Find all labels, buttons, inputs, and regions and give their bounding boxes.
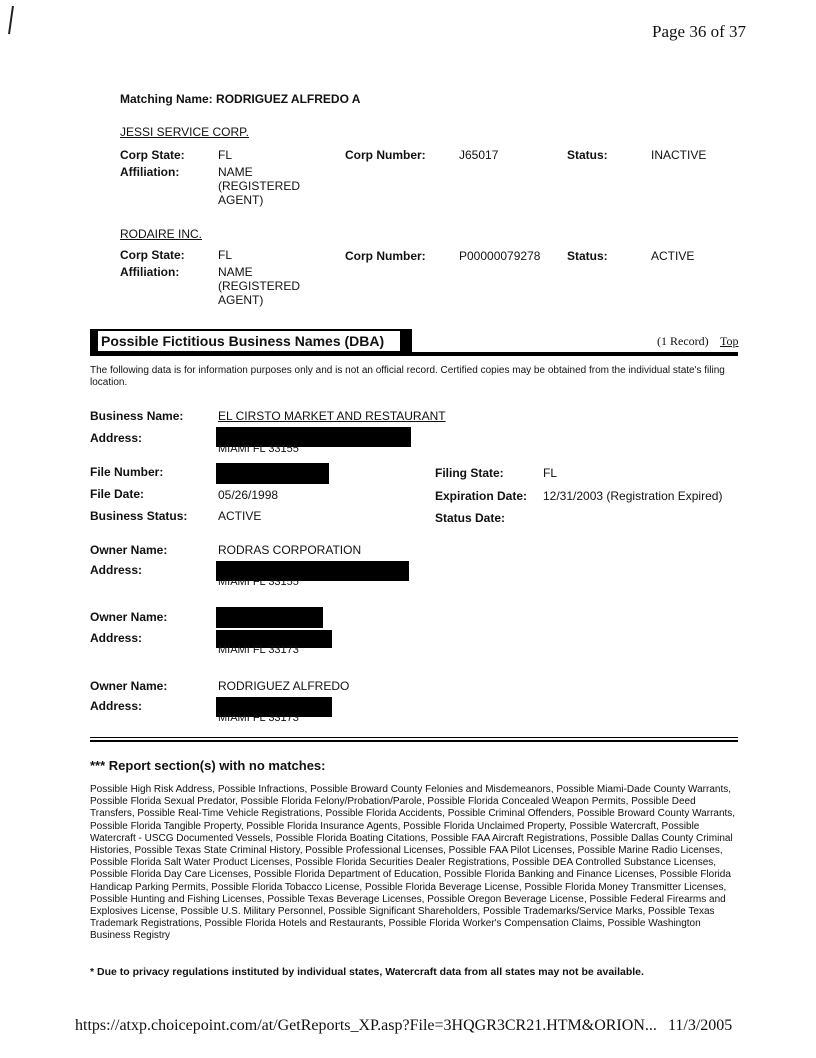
file-number-label: File Number: [90, 465, 164, 479]
separator-rule [90, 737, 738, 738]
business-name-link[interactable]: EL CIRSTO MARKET AND RESTAURANT [218, 409, 446, 423]
separator-rule [90, 740, 738, 742]
page-number: Page 36 of 37 [652, 22, 746, 41]
corp-number-value: J65017 [459, 148, 499, 162]
section-header-notch [400, 329, 412, 356]
corp-name-link[interactable]: JESSI SERVICE CORP. [120, 125, 249, 139]
business-status-value: ACTIVE [218, 509, 262, 523]
footer-url: https://atxp.choicepoint.com/at/GetReports_XP.asp?File=3HQGR3CR21.HTM&ORION... [75, 1017, 657, 1034]
affiliation-label: Affiliation: [120, 265, 180, 279]
corp-number-label: Corp Number: [345, 249, 426, 263]
corp-state-value: FL [218, 148, 233, 162]
file-date-value: 05/26/1998 [218, 488, 279, 502]
redaction-block [216, 463, 329, 484]
address-label: Address: [90, 431, 143, 445]
owner-address-city: MIAMI FL 33173 [218, 645, 299, 654]
filing-state-value: FL [543, 466, 558, 480]
top-link[interactable]: Top [720, 334, 739, 348]
footer-date: 11/3/2005 [668, 1017, 733, 1034]
corp-number-value: P00000079278 [459, 249, 541, 263]
corp-state-value: FL [218, 248, 233, 262]
corp-state-label: Corp State: [120, 148, 185, 162]
record-count: (1 Record) [657, 334, 709, 348]
matching-name [120, 92, 360, 106]
corp-status-label: Status: [567, 148, 608, 162]
corp-status-value: INACTIVE [651, 148, 707, 162]
owner-name-value: RODRAS CORPORATION [218, 543, 362, 557]
privacy-note: * Due to privacy regulations instituted by individual states, Watercraft data from all states may not be available. [90, 966, 644, 978]
corp-state-label: Corp State: [120, 248, 185, 262]
corp-status-value: ACTIVE [651, 249, 695, 263]
owner-address-city: MIAMI FL 33155 [218, 577, 299, 586]
filing-state-label: Filing State: [435, 466, 504, 480]
redaction-block [216, 607, 323, 628]
matching-name-value: RODRIGUEZ ALFREDO A [216, 92, 361, 106]
owner-address-label: Address: [90, 699, 143, 713]
no-matches-title: *** Report section(s) with no matches: [90, 758, 326, 773]
corp-status-label: Status: [567, 249, 608, 263]
business-status-label: Business Status: [90, 509, 188, 523]
corp-name-link[interactable]: RODAIRE INC. [120, 227, 203, 241]
owner-name-label: Owner Name: [90, 610, 168, 624]
file-date-label: File Date: [90, 487, 145, 501]
business-name-label: Business Name: [90, 409, 184, 423]
owner-name-value: RODRIGUEZ ALFREDO [218, 679, 350, 693]
affiliation-label: Affiliation: [120, 165, 180, 179]
owner-address-label: Address: [90, 563, 143, 577]
corp-number-label: Corp Number: [345, 148, 426, 162]
status-date-label: Status Date: [435, 511, 506, 525]
owner-address-label: Address: [90, 631, 143, 645]
matching-name-label: Matching Name: [120, 92, 213, 106]
owner-address-city: MIAMI FL 33173 [218, 713, 299, 722]
affiliation-value: NAME (REGISTERED AGENT) [218, 265, 301, 307]
owner-name-label: Owner Name: [90, 679, 168, 693]
affiliation-value: NAME (REGISTERED AGENT) [218, 165, 301, 207]
owner-name-label: Owner Name: [90, 543, 168, 557]
expiration-date-label: Expiration Date: [435, 489, 528, 503]
corner-scan-mark [8, 6, 14, 34]
section-title: Possible Fictitious Business Names (DBA) [101, 333, 385, 349]
address-city: MIAMI FL 33155 [218, 444, 299, 453]
expiration-date-value: 12/31/2003 (Registration Expired) [543, 489, 723, 503]
disclaimer-text: The following data is for information purposes only and is not an official record. Certified copies may be obtained from the individual state's filing location. [90, 365, 725, 388]
no-matches-list: Possible High Risk Address, Possible Infractions, Possible Broward County Felonies and Misdemeanors, Possible Miami-Dade County Warrants, Possible Florida Sexual Predator, Possible Florida Felony/Probation/Parole, Possible Florida Concealed Weapon Permits, Possible Deed Transfers, Possible Real-Time Vehicle Registrations, Possible Florida Accidents, Possible Criminal Offenders, Possible Broward County Warrants, Possible Florida Tangible Property, Possible Florida Insurance Agents, Possible Florida Unclaimed Property, Possible Watercraft, Possible Watercraft - USCG Documented Vessels, Possible Florida Boating Citations, Possible FAA Aircraft Registrations, Possible Dallas County Criminal Histories, Possible Texas State Criminal History, Possible Professional Licenses, Possible FAA Pilot Licenses, Possible Marine Radio Licenses, Possible Florida Salt Water Product Licenses, Possible Florida Securities Dealer Registrations, Possible DEA Controlled Substance Licenses, Possible Florida Day Care Licenses, Possible Florida Department of Education, Possible Florida Banking and Finance Licenses, Possible Florida Handicap Parking Permits, Possible Florida Tobacco License, Possible Florida Beverage License, Possible Florida Money Transmitter Licenses, Possible Hunting and Fishing Licenses, Possible Texas Beverage Licenses, Possible Oregon Beverage License, Possible Federal Firearms and Explosives License, Possible U.S. Military Personnel, Possible Significant Shareholders, Possible Trademarks/Service Marks, Possible Texas Trademark Registrations, Possible Florida Hotels and Restaurants, Possible Florida Worker's Compensation Claims, Possible Washington Business Registry [90, 784, 736, 942]
